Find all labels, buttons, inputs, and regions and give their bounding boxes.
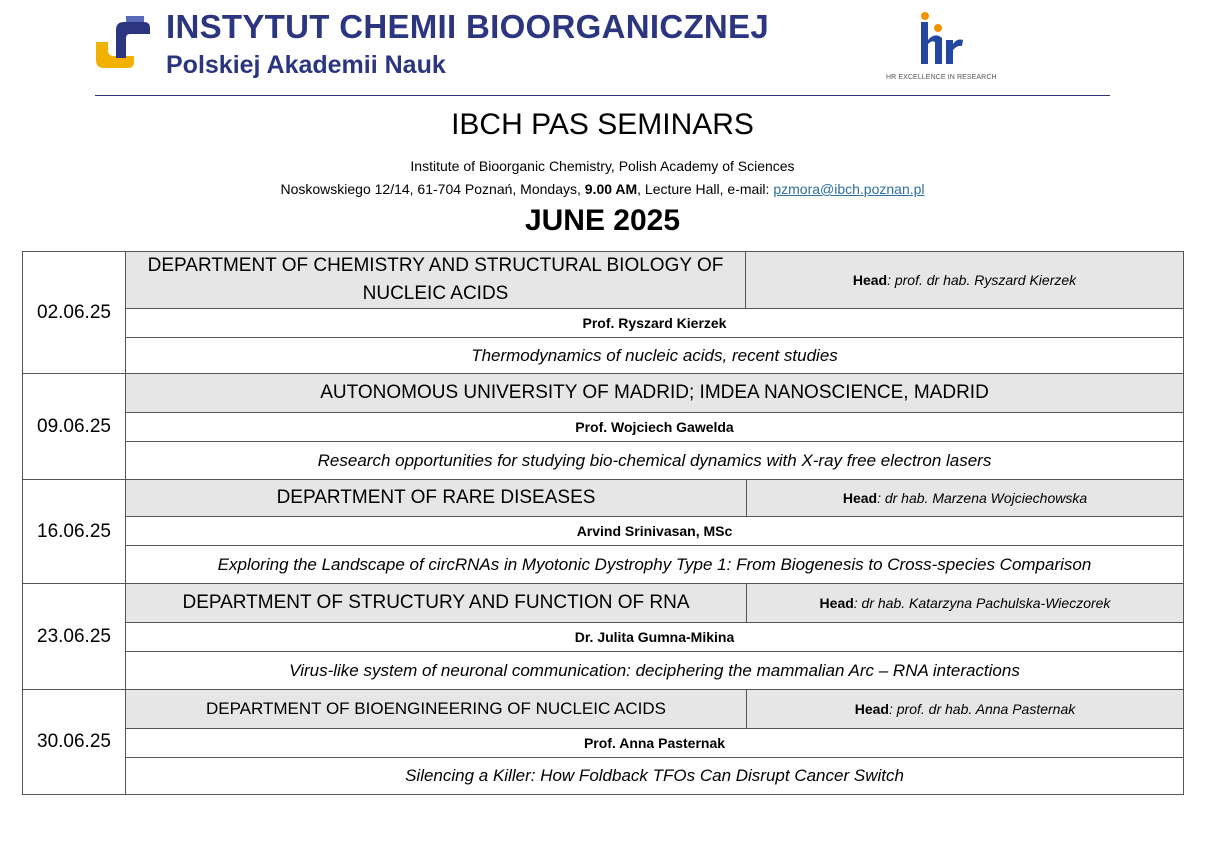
seminar-topic: Silencing a Killer: How Foldback TFOs Can Disrupt Cancer Switch	[405, 766, 904, 785]
seminar-block	[22, 584, 1184, 690]
venue-info	[0, 181, 1205, 197]
institute-logo	[94, 16, 152, 76]
page-title: IBCH PAS SEMINARS	[451, 108, 754, 141]
seminar-schedule	[22, 251, 1184, 795]
head-label: Head	[842, 490, 878, 506]
seminar-date: 02.06.25	[23, 252, 126, 373]
seminar-date: 23.06.25	[23, 584, 126, 689]
department-head	[747, 584, 1183, 622]
seminar-topic: Virus-like system of neuronal communication: deciphering the mammalian Arc – RNA interactions	[289, 660, 1020, 680]
hr-caption: HR EXCELLENCE IN RESEARCH	[886, 74, 997, 81]
speaker: Prof. Wojciech Gawelda	[575, 419, 734, 435]
speaker: Prof. Ryszard Kierzek	[582, 315, 727, 331]
speaker: Prof. Anna Pasternak	[583, 735, 726, 751]
seminar-date: 30.06.25	[23, 690, 126, 794]
speaker: Dr. Julita Gumna-Mikina	[574, 629, 735, 645]
seminar-topic: Research opportunities for studying bio-chemical dynamics with X-ray free electron lasers	[317, 450, 992, 470]
head-label: Head	[819, 595, 854, 611]
department: DEPARTMENT OF BIOENGINEERING OF NUCLEIC ACIDS	[126, 690, 747, 728]
seminar-block	[22, 480, 1184, 584]
header-divider	[95, 95, 1110, 96]
institute-full-name: Institute of Bioorganic Chemistry, Polish Academy of Sciences	[410, 158, 795, 174]
month-heading: JUNE 2025	[524, 204, 681, 237]
head-name: : prof. dr hab. Anna Pasternak	[888, 701, 1076, 717]
place: , Lecture Hall, e-mail:	[637, 181, 770, 197]
seminar-block	[22, 690, 1184, 795]
department: AUTONOMOUS UNIVERSITY OF MADRID; IMDEA NANOSCIENCE, MADRID	[126, 374, 1183, 412]
time: 9.00 AM	[584, 181, 638, 197]
seminar-block	[22, 251, 1184, 374]
head-name: : dr hab. Marzena Wojciechowska	[877, 490, 1088, 506]
head-label: Head	[852, 272, 888, 288]
head-label: Head	[854, 701, 889, 717]
address: Noskowskiego 12/14, 61-704 Poznań, Mondays,	[280, 181, 581, 197]
head-name: : dr hab. Katarzyna Pachulska-Wieczorek	[853, 595, 1111, 611]
department: DEPARTMENT OF STRUCTURY AND FUNCTION OF RNA	[126, 584, 747, 622]
hr-excellence-logo	[915, 10, 967, 68]
institute-name: INSTYTUT CHEMII BIOORGANICZNEJ	[166, 8, 770, 45]
department: DEPARTMENT OF RARE DISEASES	[126, 480, 747, 516]
seminar-block	[22, 374, 1184, 480]
speaker: Arvind Srinivasan, MSc	[576, 523, 733, 539]
seminar-topic: Thermodynamics of nucleic acids, recent studies	[471, 345, 838, 365]
head-name: : prof. dr hab. Ryszard Kierzek	[887, 272, 1077, 288]
email-link[interactable]: pzmora@ibch.poznan.pl	[773, 181, 925, 197]
department-head	[746, 252, 1183, 308]
seminar-date: 16.06.25	[23, 480, 126, 583]
seminar-date: 09.06.25	[23, 374, 126, 479]
department: DEPARTMENT OF CHEMISTRY AND STRUCTURAL BIOLOGY OF NUCLEIC ACIDS	[126, 252, 746, 308]
seminar-topic: Exploring the Landscape of circRNAs in Myotonic Dystrophy Type 1: From Biogenesis to Cross-species Comparison	[217, 554, 1092, 574]
department-head	[747, 690, 1183, 728]
academy-name: Polskiej Akademii Nauk	[166, 51, 446, 79]
department-head	[747, 480, 1183, 516]
